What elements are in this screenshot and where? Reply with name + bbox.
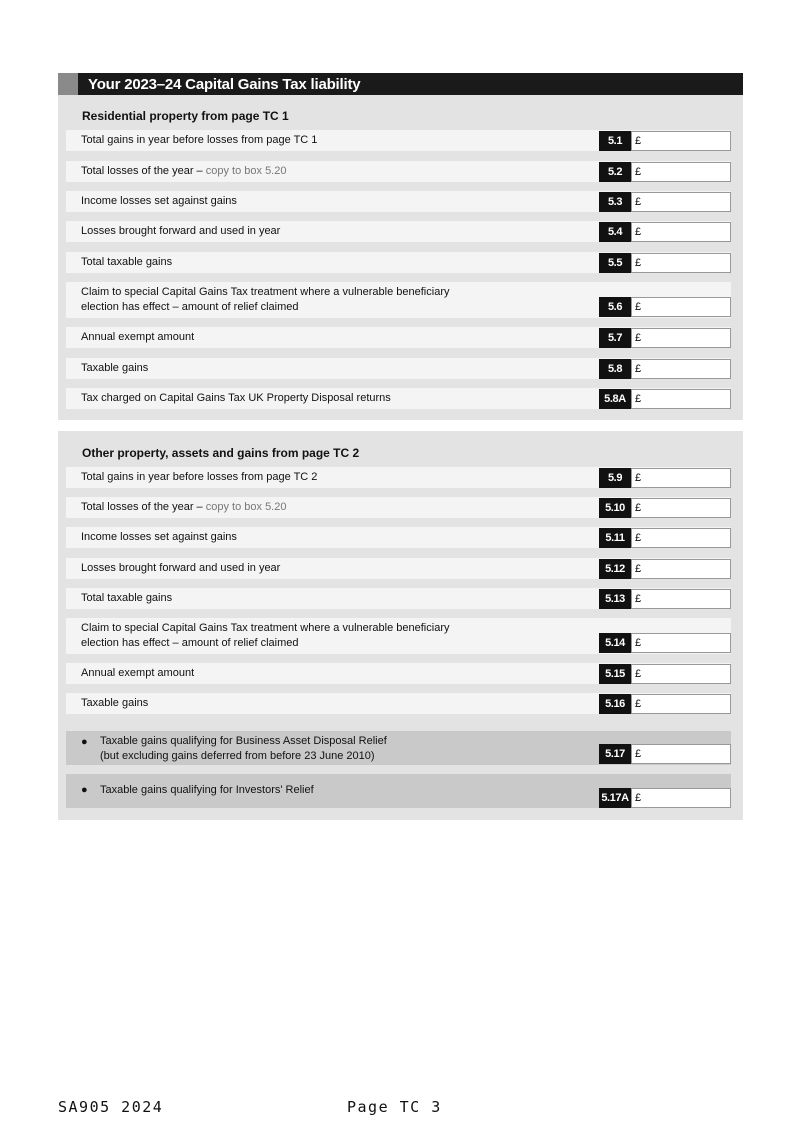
row-label: Total losses of the year – copy to box 5.20 bbox=[81, 501, 287, 513]
row-label: Taxable gains bbox=[81, 362, 149, 374]
row-5-17a bbox=[66, 774, 731, 808]
pound-sign: £ bbox=[635, 332, 642, 344]
row-label: Taxable gains bbox=[81, 697, 149, 709]
amount-field-5-5[interactable] bbox=[631, 253, 731, 273]
row-5-3 bbox=[66, 191, 731, 212]
row-label: Total losses of the year – copy to box 5.20 bbox=[81, 165, 287, 177]
box-number: 5.8 bbox=[599, 359, 631, 379]
row-5-16 bbox=[66, 693, 731, 714]
row-5-9 bbox=[66, 467, 731, 488]
pound-sign: £ bbox=[635, 502, 642, 514]
amount-field-5-17a[interactable] bbox=[631, 788, 731, 808]
row-5-8 bbox=[66, 358, 731, 379]
pound-sign: £ bbox=[635, 748, 642, 760]
page-title: Your 2023–24 Capital Gains Tax liability bbox=[88, 75, 361, 93]
row-label: Income losses set against gains bbox=[81, 531, 237, 543]
pound-sign: £ bbox=[635, 196, 642, 208]
box-number: 5.2 bbox=[599, 162, 631, 182]
pound-sign: £ bbox=[635, 472, 642, 484]
row-5-14 bbox=[66, 618, 731, 654]
pound-sign: £ bbox=[635, 393, 642, 405]
row-label: Total taxable gains bbox=[81, 256, 173, 268]
box-number: 5.17A bbox=[599, 788, 631, 808]
page-number: Page TC 3 bbox=[347, 1098, 442, 1116]
pound-sign: £ bbox=[635, 637, 642, 649]
amount-field-5-13[interactable] bbox=[631, 589, 731, 609]
form-code: SA905 2024 bbox=[58, 1098, 164, 1116]
residential-heading: Residential property from page TC 1 bbox=[82, 109, 289, 123]
box-number: 5.12 bbox=[599, 559, 631, 579]
pound-sign: £ bbox=[635, 593, 642, 605]
row-5-5 bbox=[66, 252, 731, 273]
row-label: Taxable gains qualifying for Business Asset Disposal Relief (but excluding gains deferred from before 23 June 2010) bbox=[100, 735, 387, 762]
pound-sign: £ bbox=[635, 135, 642, 147]
box-number: 5.3 bbox=[599, 192, 631, 212]
pound-sign: £ bbox=[635, 563, 642, 575]
box-number: 5.17 bbox=[599, 744, 631, 764]
pound-sign: £ bbox=[635, 532, 642, 544]
amount-field-5-7[interactable] bbox=[631, 328, 731, 348]
box-number: 5.6 bbox=[599, 297, 631, 317]
row-5-1 bbox=[66, 130, 731, 151]
amount-field-5-15[interactable] bbox=[631, 664, 731, 684]
row-5-17 bbox=[66, 731, 731, 765]
amount-field-5-16[interactable] bbox=[631, 694, 731, 714]
amount-field-5-2[interactable] bbox=[631, 162, 731, 182]
amount-field-5-8[interactable] bbox=[631, 359, 731, 379]
box-number: 5.1 bbox=[599, 131, 631, 151]
box-number: 5.7 bbox=[599, 328, 631, 348]
amount-field-5-10[interactable] bbox=[631, 498, 731, 518]
section-title-bar bbox=[58, 73, 743, 95]
pound-sign: £ bbox=[635, 792, 642, 804]
amount-field-5-17[interactable] bbox=[631, 744, 731, 764]
amount-field-5-4[interactable] bbox=[631, 222, 731, 242]
row-5-7 bbox=[66, 327, 731, 348]
box-number: 5.5 bbox=[599, 253, 631, 273]
box-number: 5.15 bbox=[599, 664, 631, 684]
pound-sign: £ bbox=[635, 301, 642, 313]
row-label: Losses brought forward and used in year bbox=[81, 562, 281, 574]
amount-field-5-11[interactable] bbox=[631, 528, 731, 548]
amount-field-5-14[interactable] bbox=[631, 633, 731, 653]
row-label: Total gains in year before losses from page TC 2 bbox=[81, 471, 318, 483]
row-label: Losses brought forward and used in year bbox=[81, 225, 281, 237]
amount-field-5-6[interactable] bbox=[631, 297, 731, 317]
box-number: 5.9 bbox=[599, 468, 631, 488]
row-5-10 bbox=[66, 497, 731, 518]
row-5-12 bbox=[66, 558, 731, 579]
row-note: copy to box 5.20 bbox=[205, 501, 287, 513]
row-5-11 bbox=[66, 527, 731, 548]
pound-sign: £ bbox=[635, 363, 642, 375]
box-number: 5.10 bbox=[599, 498, 631, 518]
residential-section bbox=[58, 95, 743, 420]
row-5-13 bbox=[66, 588, 731, 609]
row-label: Claim to special Capital Gains Tax treatment where a vulnerable beneficiary election has effect – amount of relief claimed bbox=[81, 622, 450, 649]
box-number: 5.16 bbox=[599, 694, 631, 714]
pound-sign: £ bbox=[635, 226, 642, 238]
row-label: Annual exempt amount bbox=[81, 331, 195, 343]
row-5-4 bbox=[66, 221, 731, 242]
amount-field-5-8a[interactable] bbox=[631, 389, 731, 409]
row-5-8a bbox=[66, 388, 731, 409]
row-note: copy to box 5.20 bbox=[205, 165, 287, 177]
amount-field-5-9[interactable] bbox=[631, 468, 731, 488]
bullet-icon: ● bbox=[81, 784, 88, 796]
other-property-heading: Other property, assets and gains from page TC 2 bbox=[82, 446, 360, 460]
amount-field-5-3[interactable] bbox=[631, 192, 731, 212]
row-label: Total gains in year before losses from page TC 1 bbox=[81, 134, 318, 146]
row-label: Income losses set against gains bbox=[81, 195, 237, 207]
other-property-section bbox=[58, 431, 743, 820]
row-5-2 bbox=[66, 161, 731, 182]
box-number: 5.4 bbox=[599, 222, 631, 242]
pound-sign: £ bbox=[635, 166, 642, 178]
bullet-icon: ● bbox=[81, 736, 88, 748]
row-label: Annual exempt amount bbox=[81, 667, 195, 679]
pound-sign: £ bbox=[635, 668, 642, 680]
amount-field-5-12[interactable] bbox=[631, 559, 731, 579]
row-label: Claim to special Capital Gains Tax treatment where a vulnerable beneficiary election has effect – amount of relief claimed bbox=[81, 286, 450, 313]
amount-field-5-1[interactable] bbox=[631, 131, 731, 151]
row-label: Tax charged on Capital Gains Tax UK Property Disposal returns bbox=[81, 392, 391, 404]
box-number: 5.14 bbox=[599, 633, 631, 653]
row-label: Taxable gains qualifying for Investors' Relief bbox=[100, 784, 314, 796]
row-label: Total taxable gains bbox=[81, 592, 173, 604]
row-5-6 bbox=[66, 282, 731, 318]
row-5-15 bbox=[66, 663, 731, 684]
title-tab-marker bbox=[58, 73, 78, 95]
pound-sign: £ bbox=[635, 698, 642, 710]
box-number: 5.8A bbox=[599, 389, 631, 409]
box-number: 5.13 bbox=[599, 589, 631, 609]
pound-sign: £ bbox=[635, 257, 642, 269]
box-number: 5.11 bbox=[599, 528, 631, 548]
